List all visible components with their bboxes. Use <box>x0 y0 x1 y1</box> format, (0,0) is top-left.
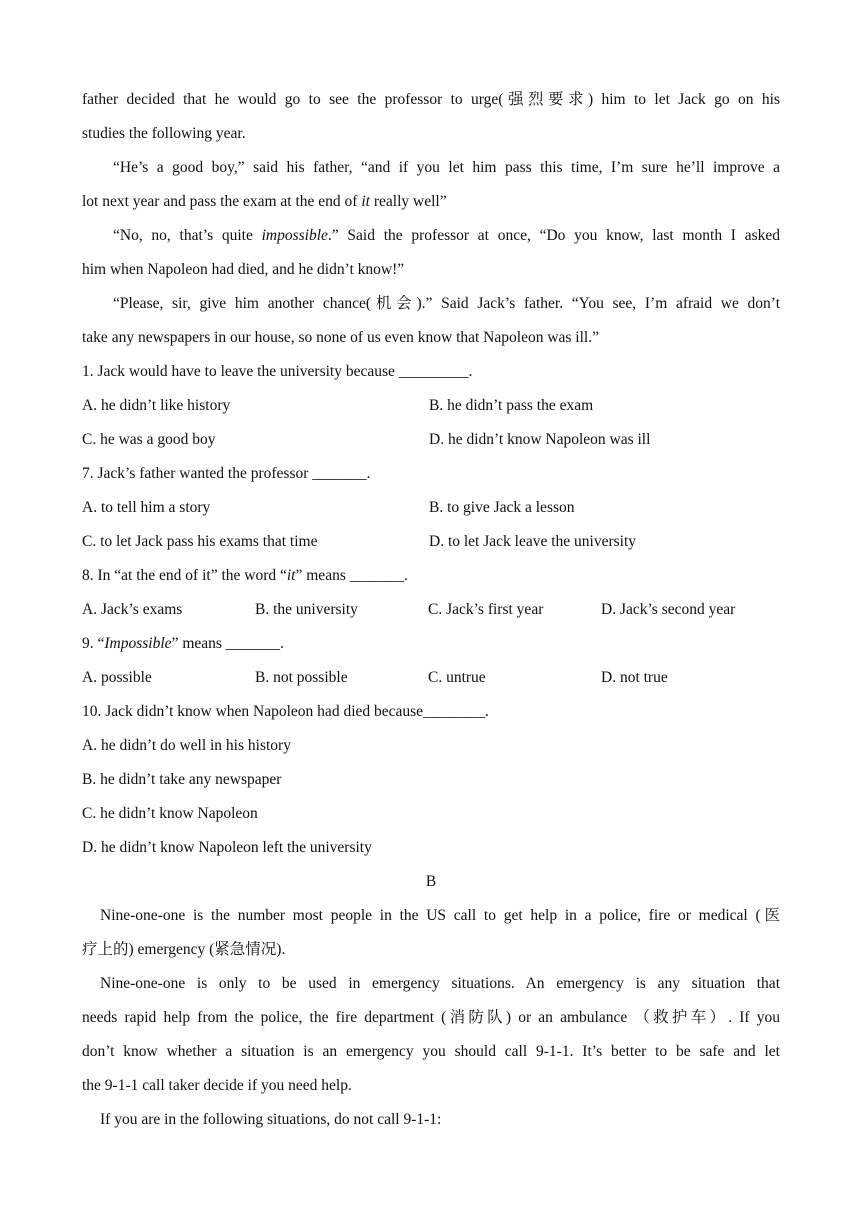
text-run: lot next year and pass the exam at the end of <box>82 193 362 210</box>
text-line: take any newspapers in our house, so none of us even know that Napoleon was ill.” <box>82 329 599 346</box>
section-b <box>82 865 780 1137</box>
question-stem: 7. Jack’s father wanted the professor _______. <box>82 465 371 482</box>
question-stem <box>82 627 780 661</box>
option-row <box>82 661 780 695</box>
question-1 <box>82 355 780 457</box>
option-c: C. he was a good boy <box>82 431 216 448</box>
text-run: 9. “ <box>82 635 105 652</box>
option-b: B. he didn’t take any newspaper <box>82 771 282 788</box>
italic-word: it <box>361 193 370 210</box>
section-heading: B <box>425 873 437 890</box>
text-run: “No, no, that’s quite <box>113 227 262 244</box>
italic-word: it <box>286 567 296 584</box>
option-b: B. he didn’t pass the exam <box>429 397 594 414</box>
text-line: father decided that he would go to see the professor to urge(强烈要求) him to let Jack go on his <box>82 91 780 108</box>
option-d: D. not true <box>601 669 668 686</box>
option-a: A. Jack’s exams <box>82 601 183 618</box>
option-a: A. he didn’t do well in his history <box>82 737 291 754</box>
text-line: Nine-one-one is the number most people in the US call to get help in a police, fire or medical (医 <box>100 907 780 924</box>
option-d: D. Jack’s second year <box>601 601 736 618</box>
option-c: C. untrue <box>428 669 486 686</box>
option-b: B. not possible <box>255 669 348 686</box>
text-line: 疗上的) emergency (紧急情况). <box>82 941 286 958</box>
option-c: C. Jack’s first year <box>428 601 544 618</box>
text-run: ” means _______. <box>295 567 408 584</box>
text-line: Nine-one-one is only to be used in emergency situations. An emergency is any situation that <box>100 975 780 992</box>
option-a: A. to tell him a story <box>82 499 211 516</box>
text-line: “Please, sir, give him another chance(机会).” Said Jack’s father. “You see, I’m afraid we don’t <box>113 295 780 312</box>
text-line: needs rapid help from the police, the fire department (消防队) or an ambulance （救护车）. If you <box>82 1009 780 1026</box>
option-d: D. he didn’t know Napoleon was ill <box>429 431 651 448</box>
option-a: A. he didn’t like history <box>82 397 231 414</box>
text-line: don’t know whether a situation is an emergency you should call 9-1-1. It’s better to be safe and let <box>82 1043 780 1060</box>
question-stem <box>82 559 780 593</box>
question-10 <box>82 695 780 865</box>
text-line <box>82 219 780 253</box>
option-d: D. he didn’t know Napoleon left the university <box>82 839 372 856</box>
text-run: ” means _______. <box>171 635 284 652</box>
option-d: D. to let Jack leave the university <box>429 533 637 550</box>
text-run: .” Said the professor at once, “Do you know, last month I asked <box>327 227 780 244</box>
text-line: If you are in the following situations, do not call 9-1-1: <box>100 1111 442 1128</box>
option-c: C. he didn’t know Napoleon <box>82 805 258 822</box>
option-b: B. to give Jack a lesson <box>429 499 575 516</box>
italic-word: impossible <box>261 227 328 244</box>
question-8 <box>82 559 780 627</box>
question-7 <box>82 457 780 559</box>
option-row <box>82 525 780 559</box>
option-c: C. to let Jack pass his exams that time <box>82 533 318 550</box>
text-line: him when Napoleon had died, and he didn’t know!” <box>82 261 405 278</box>
option-row <box>82 491 780 525</box>
text-line <box>82 185 780 219</box>
text-line: studies the following year. <box>82 125 246 142</box>
question-stem: 1. Jack would have to leave the university because _________. <box>82 363 473 380</box>
question-9 <box>82 627 780 695</box>
italic-word: Impossible <box>104 635 172 652</box>
text-line: “He’s a good boy,” said his father, “and if you let him pass this time, I’m sure he’ll improve a <box>113 159 780 176</box>
option-a: A. possible <box>82 669 152 686</box>
text-run: 8. In “at the end of it” the word “ <box>82 567 287 584</box>
text-line: the 9-1-1 call taker decide if you need help. <box>82 1077 352 1094</box>
question-stem: 10. Jack didn’t know when Napoleon had died because________. <box>82 703 489 720</box>
option-row <box>82 389 780 423</box>
story-a <box>82 83 780 355</box>
option-b: B. the university <box>255 601 358 618</box>
text-run: really well” <box>369 193 447 210</box>
option-row <box>82 593 780 627</box>
option-row <box>82 423 780 457</box>
document-page <box>82 83 780 1137</box>
